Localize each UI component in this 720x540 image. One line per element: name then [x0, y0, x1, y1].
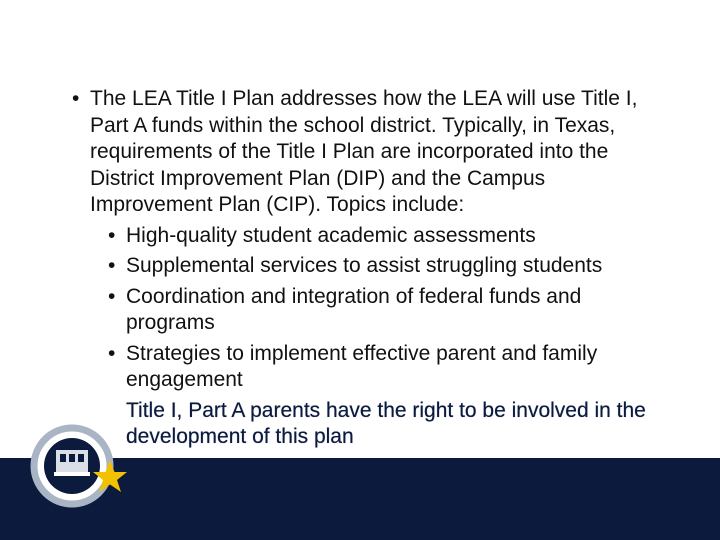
bullet-marker: •: [108, 341, 116, 365]
slide-body: [72, 86, 672, 455]
sub-bullet-list: [108, 223, 672, 451]
bullet-marker: •: [72, 87, 80, 110]
sub-bullet-item: [108, 253, 672, 280]
main-bullet: [72, 86, 672, 219]
sub-bullet-text: Title I, Part A parents have the right to be involved in the development of this plan: [126, 398, 646, 448]
main-bullet-text: The LEA Title I Plan addresses how the LEA will use Title I, Part A funds within the school district. Typically, in Texas, requirements of the Title I Plan are incorporated into the District Improvement Plan (DIP) and the Campus Improvement Plan (CIP). Topics include:: [90, 87, 638, 216]
bullet-marker: •: [108, 223, 116, 247]
sub-bullet-item: [108, 223, 672, 250]
sub-bullet-text: High-quality student academic assessments: [126, 223, 536, 247]
bullet-marker: •: [108, 398, 116, 422]
sub-bullet-text: Strategies to implement effective parent and family engagement: [126, 341, 598, 391]
sub-bullet-text: Supplemental services to assist struggling students: [126, 254, 603, 277]
sub-bullet-item: [108, 341, 672, 394]
sub-bullet-item: [108, 398, 672, 451]
region-logo-icon: [24, 420, 134, 510]
bullet-marker: •: [108, 254, 116, 277]
sub-bullet-item: [108, 284, 672, 337]
sub-bullet-text: Coordination and integration of federal funds and programs: [126, 284, 582, 334]
bullet-marker: •: [108, 284, 116, 308]
